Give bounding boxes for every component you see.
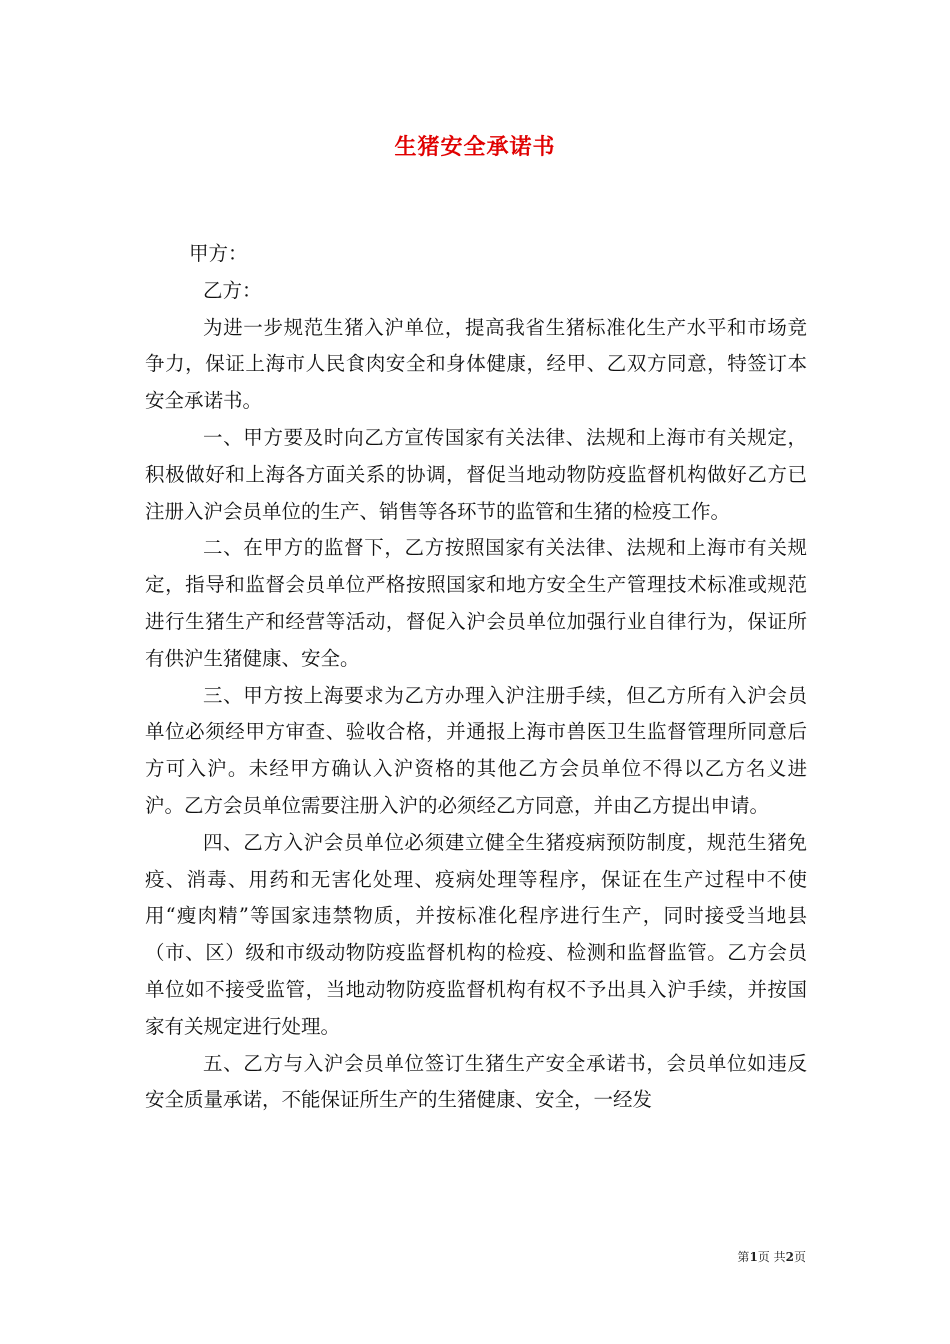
footer-total-pages: 2	[785, 1250, 794, 1264]
party-a-line: 甲方：	[189, 242, 248, 265]
paragraph-clause-1: 一、甲方要及时向乙方宣传国家有关法律、法规和上海市有关规定，积极做好和上海各方面关系的协调，督促当地动物防疫监督机构做好乙方已注册入沪会员单位的生产、销售等各环节的监管和生猪的检疫工作。	[145, 425, 807, 523]
document-body	[145, 236, 807, 1119]
paragraph-clause-5: 五、乙方与入沪会员单位签订生猪生产安全承诺书，会员单位如违反安全质量承诺，不能保证所生产的生猪健康、安全，一经发	[145, 1051, 807, 1112]
page-number-footer	[737, 1248, 806, 1265]
footer-suffix: 页	[793, 1250, 806, 1264]
party-b-line: 乙方：	[203, 278, 262, 302]
document-title: 生猪安全承诺书	[394, 135, 556, 160]
paragraph-clause-3: 三、甲方按上海要求为乙方办理入沪注册手续，但乙方所有入沪会员单位必须经甲方审查、验收合格，并通报上海市兽医卫生监督管理所同意后方可入沪。未经甲方确认入沪资格的其他乙方会员单位不得以乙方名义进沪。乙方会员单位需要注册入沪的必须经乙方同意，并由乙方提出申请。	[145, 683, 807, 817]
footer-current-page: 1	[749, 1250, 758, 1264]
paragraph-clause-2: 二、在甲方的监督下，乙方按照国家有关法律、法规和上海市有关规定，指导和监督会员单位严格按照国家和地方安全生产管理技术标准或规范进行生猪生产和经营等活动，督促入沪会员单位加强行业自律行为，保证所有供沪生猪健康、安全。	[145, 536, 807, 670]
footer-prefix: 第	[737, 1250, 750, 1264]
footer-middle: 页 共	[757, 1250, 786, 1264]
paragraph-clause-4: 四、乙方入沪会员单位必须建立健全生猪疫病预防制度，规范生猪免疫、消毒、用药和无害化处理、疫病处理等程序，保证在生产过程中不使用“瘦肉精”等国家违禁物质，并按标准化程序进行生产，同时接受当地县（市、区）级和市级动物防疫监督机构的检疫、检测和监督监管。乙方会员单位如不接受监管，当地动物防疫监督机构有权不予出具入沪手续，并按国家有关规定进行处理。	[145, 830, 807, 1038]
paragraph-intro: 为进一步规范生猪入沪单位，提高我省生猪标准化生产水平和市场竞争力，保证上海市人民食肉安全和身体健康，经甲、乙双方同意，特签订本安全承诺书。	[145, 315, 807, 413]
